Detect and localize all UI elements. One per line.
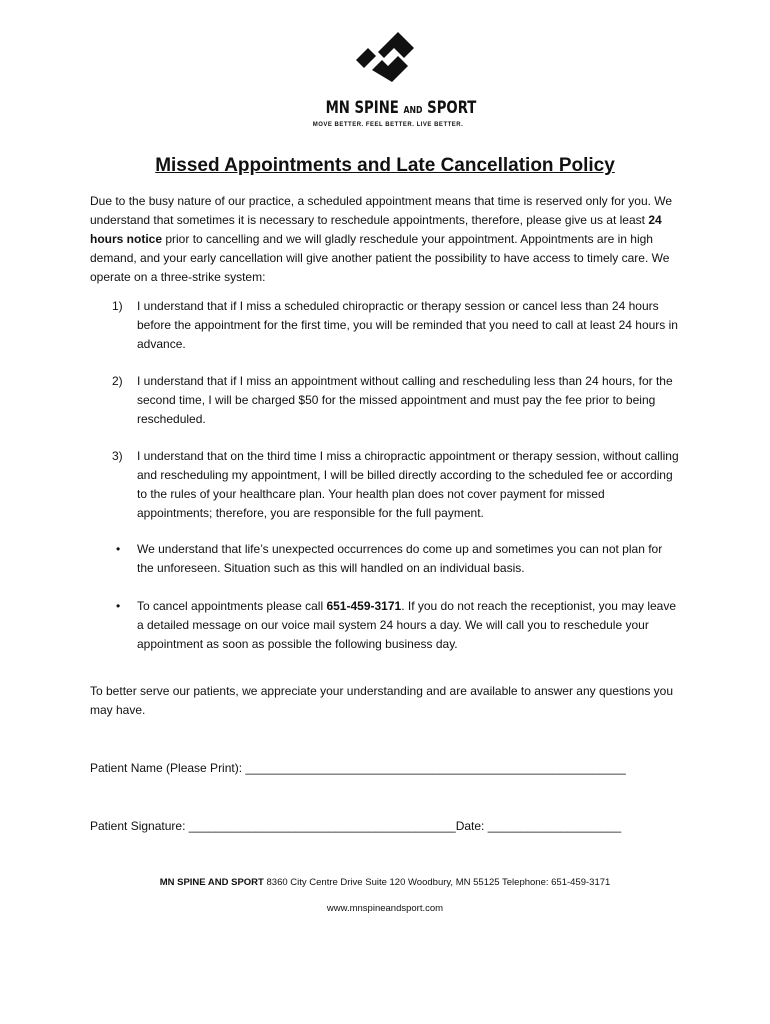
patient-signature-line[interactable]: ________________________________________ (188, 819, 456, 833)
patient-name-label: Patient Name (Please Print): (90, 761, 246, 775)
list-item-text: We understand that life’s unexpected occurrences do come up and sometimes you can not plan for the unforeseen. Situation such as this will handled on an individual basis. (137, 542, 663, 575)
page-title: Missed Appointments and Late Cancellation Policy (155, 155, 615, 176)
patient-signature-label: Patient Signature: (90, 819, 189, 833)
policy-item-3 (112, 447, 682, 523)
phone-number: 651-459-3171 (326, 599, 402, 613)
policy-bullet-unforeseen (112, 540, 682, 578)
list-item-text: I understand that if I miss a scheduled chiropractic or therapy session or cancel less than 24 hours before the appointment for the first time, you will be reminded that you need to call at least 24 hours in advance. (137, 299, 678, 351)
date-line[interactable]: ____________________ (487, 819, 622, 833)
patient-name-line[interactable]: _________________________________________________________ (245, 761, 626, 775)
bullet-marker: • (116, 542, 121, 556)
notice-emphasis: 24 hours notice (90, 213, 662, 246)
list-marker: 2) (112, 374, 123, 388)
footer-address (0, 877, 770, 888)
policy-bullet-cancel (112, 597, 682, 654)
date-label: Date: (455, 819, 488, 833)
patient-name-field[interactable] (90, 761, 626, 775)
logo-tagline: MOVE BETTER. FEEL BETTER. LIVE BETTER. (312, 122, 464, 128)
footer-company: MN SPINE AND SPORT (159, 877, 264, 888)
footer-website: www.mnspineandsport.com (326, 903, 444, 914)
patient-signature-field[interactable] (90, 819, 621, 833)
logo-brand-name: MN SPINE AND SPORT (325, 98, 477, 118)
bullet-marker: • (116, 599, 121, 613)
closing-paragraph: To better serve our patients, we appreciate your understanding and are available to answer any questions you may have. (90, 684, 674, 717)
list-item-text: To cancel appointments please call 651-459-3171. If you do not reach the receptionist, you may leave a detailed message on our voice mail system 24 hours a day. We will call you to reschedule your appointment as soon as possible the following business day. (137, 599, 677, 651)
list-marker: 1) (112, 299, 123, 313)
company-logo (308, 30, 477, 136)
footer-address-text: 8360 City Centre Drive Suite 120 Woodbury, MN 55125 Telephone: 651-459-3171 (263, 877, 611, 888)
list-item-text: I understand that if I miss an appointment without calling and rescheduling less than 24 hours, for the second time, I will be charged $50 for the missed appointment and must pay the fee prior to being rescheduled. (137, 374, 673, 426)
logo-mark-icon (354, 30, 416, 92)
list-item-text: I understand that on the third time I miss a chiropractic appointment or therapy session, without calling and rescheduling my appointment, I will be billed directly according to the scheduled fee or according to the rules of your healthcare plan. Your health plan does not cover payment for missed appointments; therefore, you are responsible for the full payment. (137, 449, 679, 520)
list-marker: 3) (112, 449, 123, 463)
intro-paragraph: Due to the busy nature of our practice, a scheduled appointment means that time is reserved only for you. We understand that sometimes it is necessary to reschedule appointments, therefore, please give us at least 24 hours notice prior to cancelling and we will gladly reschedule your appointment. Appointments are in high demand, and your early cancellation will give another patient the possibility to have access to timely care. We operate on a three-strike system: (90, 194, 673, 284)
policy-item-2 (112, 372, 682, 429)
policy-item-1 (112, 297, 682, 354)
